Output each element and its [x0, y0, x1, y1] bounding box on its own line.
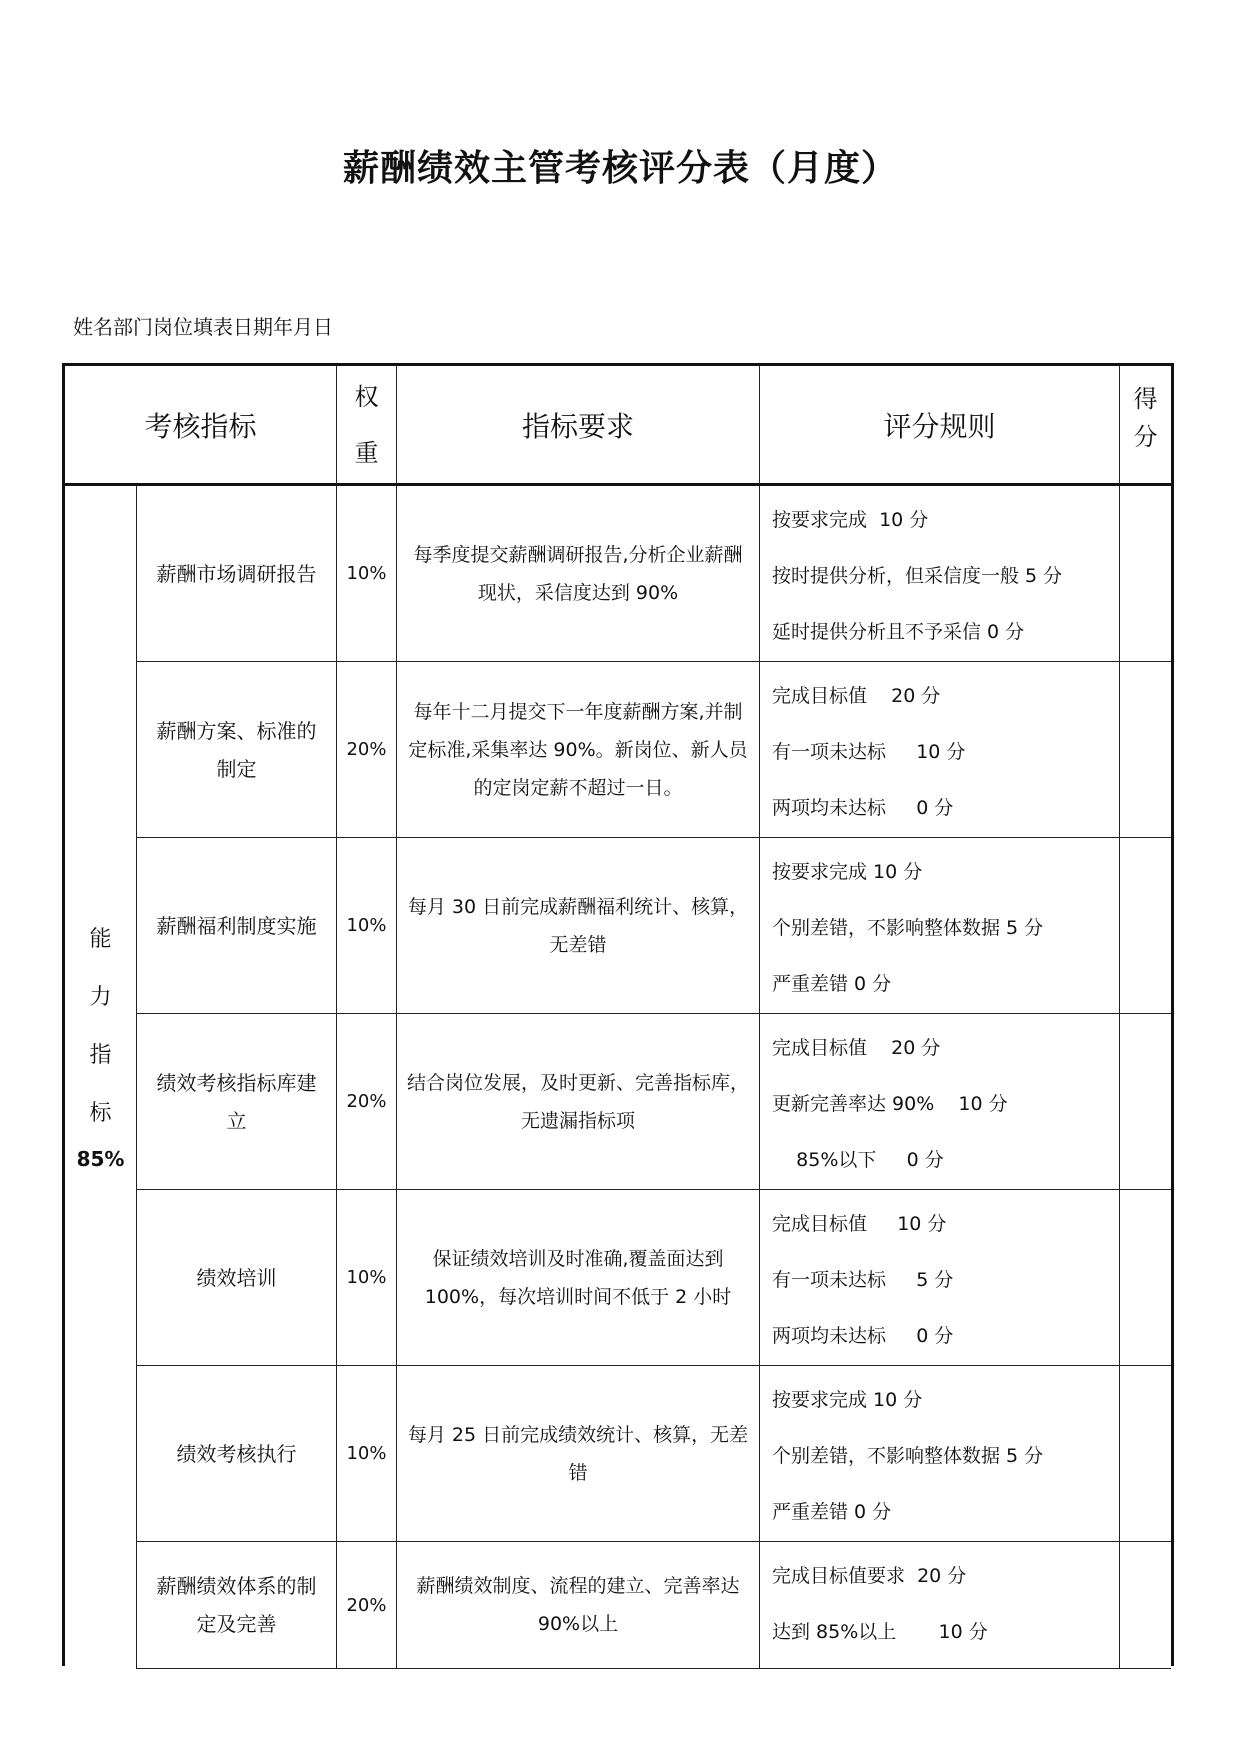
header-indicator-label: 考核指标	[144, 409, 257, 443]
score-cell[interactable]	[1120, 486, 1171, 662]
indicator-weight: 20%	[337, 662, 397, 838]
header-indicator	[65, 366, 337, 486]
indicator-name: 绩效考核指标库建立	[137, 1014, 337, 1190]
header-rules-label: 评分规则	[883, 409, 996, 443]
header-requirement	[397, 366, 760, 486]
score-cell[interactable]	[1120, 1014, 1171, 1190]
page-title: 薪酬绩效主管考核评分表（月度）	[342, 147, 898, 189]
scoring-rules: 完成目标值 20 分 更新完善率达 90% 10 分 85%以下 0 分	[760, 1014, 1120, 1190]
header-weight-top: 权	[354, 382, 379, 411]
header-score	[1120, 366, 1171, 486]
indicator-requirement: 结合岗位发展，及时更新、完善指标库，无遗漏指标项	[397, 1014, 760, 1190]
indicator-requirement: 每季度提交薪酬调研报告,分析企业薪酬现状，采信度达到 90%	[397, 486, 760, 662]
category-char: 能	[89, 926, 112, 952]
indicator-name: 薪酬方案、标准的制定	[137, 662, 337, 838]
header-rules	[760, 366, 1120, 486]
scoring-rules: 按要求完成 10 分 按时提供分析，但采信度一般 5 分 延时提供分析且不予采信 0 分	[760, 486, 1120, 662]
scoring-rules: 按要求完成 10 分 个别差错，不影响整体数据 5 分 严重差错 0 分	[760, 1366, 1120, 1542]
score-cell[interactable]	[1120, 1542, 1171, 1669]
header-requirement-label: 指标要求	[521, 409, 634, 443]
indicator-name: 绩效培训	[137, 1190, 337, 1366]
category-percent: 85%	[76, 1146, 125, 1171]
indicator-weight: 10%	[337, 838, 397, 1014]
indicator-requirement: 保证绩效培训及时准确,覆盖面达到 100%，每次培训时间不低于 2 小时	[397, 1190, 760, 1366]
indicator-requirement: 薪酬绩效制度、流程的建立、完善率达 90%以上	[397, 1542, 760, 1669]
scoring-rules: 完成目标值 10 分 有一项未达标 5 分 两项均未达标 0 分	[760, 1190, 1120, 1366]
indicator-name: 薪酬绩效体系的制定及完善	[137, 1542, 337, 1669]
score-cell[interactable]	[1120, 662, 1171, 838]
header-weight-bottom: 重	[354, 438, 379, 467]
scoring-rules: 完成目标值要求 20 分 达到 85%以上 10 分	[760, 1542, 1120, 1669]
info-line: 姓名部门岗位填表日期年月日	[73, 315, 333, 339]
score-cell[interactable]	[1120, 838, 1171, 1014]
indicator-name: 薪酬市场调研报告	[137, 486, 337, 662]
indicator-weight: 10%	[337, 1366, 397, 1542]
header-score-top: 得	[1133, 385, 1158, 413]
category-cell	[65, 486, 137, 1669]
header-score-bottom: 分	[1133, 423, 1158, 451]
scoring-rules: 完成目标值 20 分 有一项未达标 10 分 两项均未达标 0 分	[760, 662, 1120, 838]
indicator-requirement: 每月 30 日前完成薪酬福利统计、核算，无差错	[397, 838, 760, 1014]
indicator-weight: 10%	[337, 486, 397, 662]
category-char: 标	[89, 1100, 112, 1126]
indicator-requirement: 每年十二月提交下一年度薪酬方案,并制定标准,采集率达 90%。新岗位、新人员的定岗定薪不超过一日。	[397, 662, 760, 838]
scoring-rules: 按要求完成 10 分 个别差错，不影响整体数据 5 分 严重差错 0 分	[760, 838, 1120, 1014]
indicator-weight: 20%	[337, 1542, 397, 1669]
indicator-weight: 20%	[337, 1014, 397, 1190]
indicator-requirement: 每月 25 日前完成绩效统计、核算，无差错	[397, 1366, 760, 1542]
category-char: 力	[89, 984, 112, 1010]
evaluation-table	[62, 363, 1174, 1666]
score-cell[interactable]	[1120, 1366, 1171, 1542]
score-cell[interactable]	[1120, 1190, 1171, 1366]
indicator-weight: 10%	[337, 1190, 397, 1366]
header-weight	[337, 366, 397, 486]
indicator-name: 薪酬福利制度实施	[137, 838, 337, 1014]
indicator-name: 绩效考核执行	[137, 1366, 337, 1542]
category-char: 指	[89, 1042, 112, 1068]
